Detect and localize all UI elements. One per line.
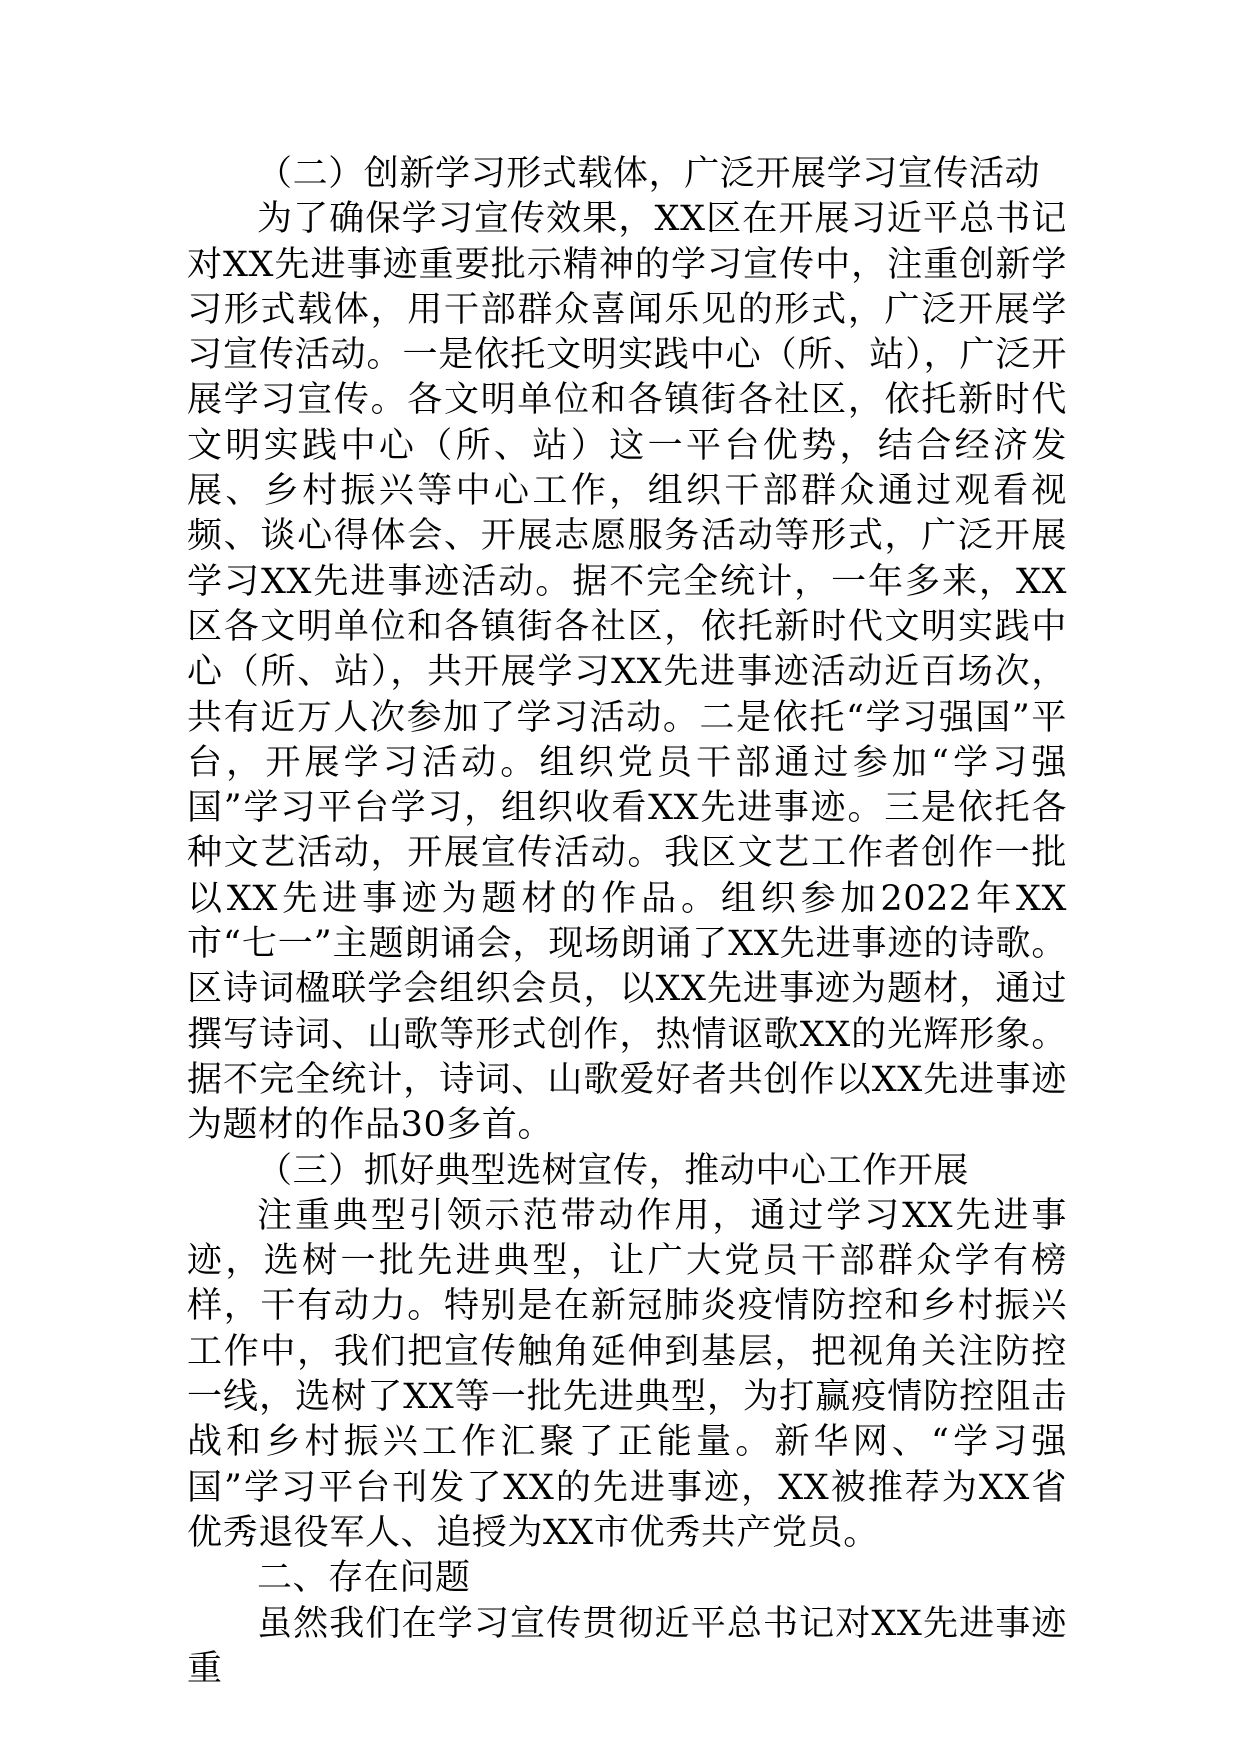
section-heading-2: （二）创新学习形式载体，广泛开展学习宣传活动	[257, 154, 1041, 194]
body-paragraph-1: 为了确保学习宣传效果，XX区在开展习近平总书记对XX先进事迹重要批示精神的学习宣传中，注重创新学习形式载体，用干部群众喜闻乐见的形式，广泛开展学习宣传活动。一是依托文明实践中心（所、站），广泛开展学习宣传。各文明单位和各镇街各社区，依托新时代文明实践中心（所、站）这一平台优势，结合经济发展、乡村振兴等中心工作，组织干部群众通过观看视频、谈心得体会、开展志愿服务活动等形式，广泛开展学习XX先进事迹活动。据不完全统计，一年多来，XX区各文明单位和各镇街各社区，依托新时代文明实践中心（所、站），共开展学习XX先进事迹活动近百场次，共有近万人次参加了学习活动。二是依托“学习强国”平台，开展学习活动。组织党员干部通过参加“学习强国”学习平台学习，组织收看XX先进事迹。三是依托各种文艺活动，开展宣传活动。我区文艺工作者创作一批以XX先进事迹为题材的作品。组织参加2022年XX市“七一”主题朗诵会，现场朗诵了XX先进事迹的诗歌。区诗词楹联学会组织会员，以XX先进事迹为题材，通过撰写诗词、山歌等形式创作，热情讴歌XX的光辉形象。据不完全统计，诗词、山歌爱好者共创作以XX先进事迹为题材的作品30多首。	[187, 199, 1067, 1146]
body-paragraph-3: 虽然我们在学习宣传贯彻近平总书记对XX先进事迹重	[187, 1603, 1067, 1689]
chapter-heading-problems: 二、存在问题	[257, 1558, 471, 1599]
body-paragraph-2: 注重典型引领示范带动作用，通过学习XX先进事迹，选树一批先进典型，让广大党员干部群众学有榜样，干有动力。特别是在新冠肺炎疫情防控和乡村振兴工作中，我们把宣传触角延伸到基层，把视角关注防控一线，选树了XX等一批先进典型，为打赢疫情防控阻击战和乡村振兴工作汇聚了正能量。新华网、“学习强国”学习平台刊发了XX的先进事迹，XX被推荐为XX省优秀退役军人、追授为XX市优秀共产党员。	[187, 1195, 1067, 1553]
document-page	[187, 152, 1067, 1692]
section-heading-3: （三）抓好典型选树宣传，推动中心工作开展	[257, 1150, 970, 1191]
